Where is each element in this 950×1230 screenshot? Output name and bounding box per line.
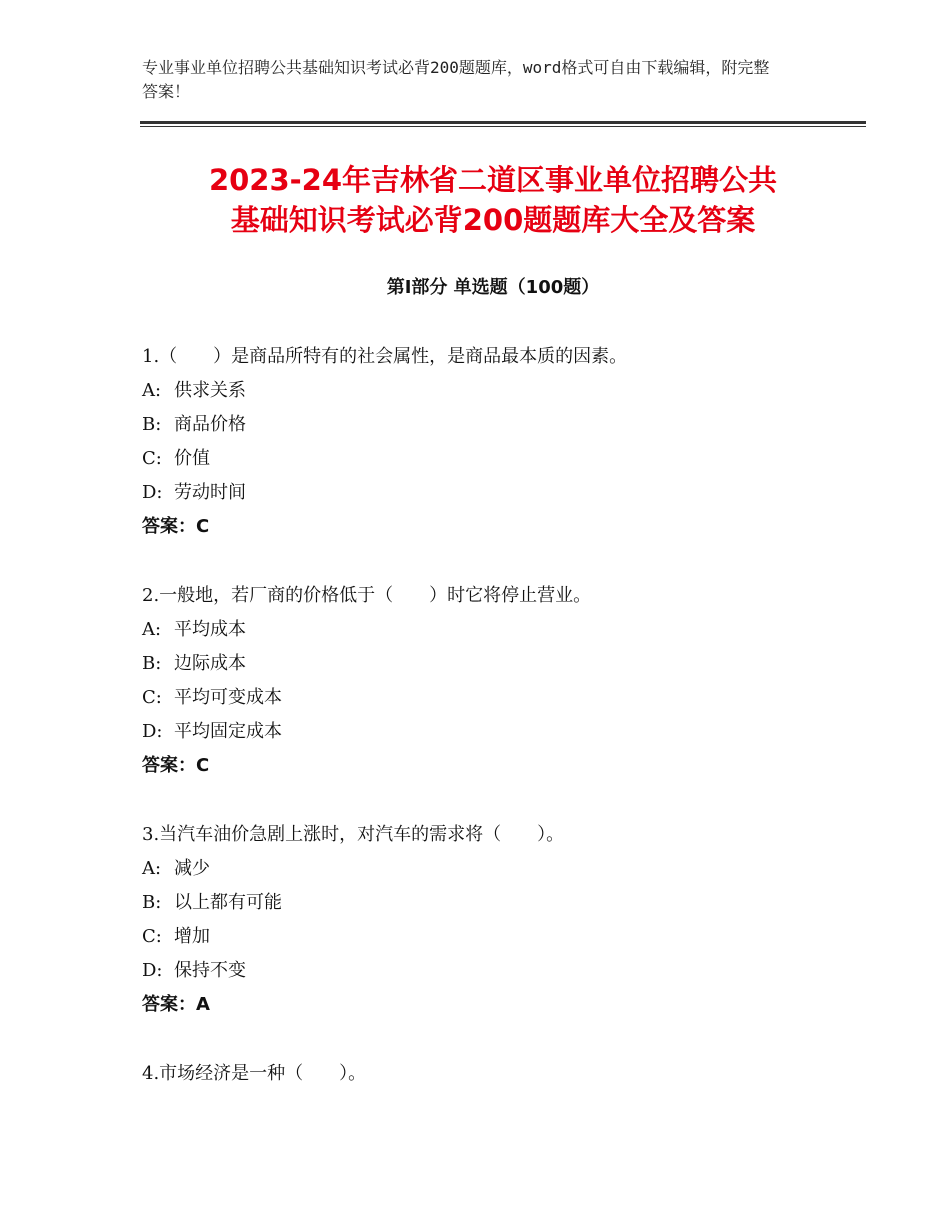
answer-value: C xyxy=(196,755,210,776)
answer-label: 答案： xyxy=(142,516,196,537)
question-4 xyxy=(142,1057,862,1091)
option-letter: D: xyxy=(142,721,163,742)
option-letter: A: xyxy=(142,380,162,401)
question-stem: 4.市场经济是一种（ ）。 xyxy=(142,1063,367,1084)
option-d xyxy=(142,476,862,510)
option-letter: C: xyxy=(142,448,162,469)
option-letter: C: xyxy=(142,687,162,708)
option-text: 商品价格 xyxy=(174,414,246,435)
option-letter: B: xyxy=(142,892,162,913)
option-letter: B: xyxy=(142,653,162,674)
question-stem: 2.一般地，若厂商的价格低于（ ）时它将停止营业。 xyxy=(142,585,592,606)
option-letter: D: xyxy=(142,482,163,503)
title-line-2: 基础知识考试必背200题题库大全及答案 xyxy=(230,203,756,237)
option-b xyxy=(142,408,862,442)
option-a xyxy=(142,852,862,886)
option-text: 增加 xyxy=(174,926,210,947)
question-1 xyxy=(142,340,862,544)
option-text: 边际成本 xyxy=(174,653,246,674)
option-letter: A: xyxy=(142,858,162,879)
title-line-1: 2023-24年吉林省二道区事业单位招聘公共 xyxy=(208,163,778,197)
answer-label: 答案： xyxy=(142,755,196,776)
answer-label: 答案： xyxy=(142,994,196,1015)
option-c xyxy=(142,681,862,715)
option-text: 以上都有可能 xyxy=(174,892,282,913)
option-text: 平均可变成本 xyxy=(174,687,282,708)
option-d xyxy=(142,954,862,988)
option-text: 供求关系 xyxy=(174,380,246,401)
option-text: 价值 xyxy=(174,448,210,469)
option-letter: D: xyxy=(142,960,163,981)
option-c xyxy=(142,920,862,954)
option-text: 保持不变 xyxy=(174,960,246,981)
option-b xyxy=(142,886,862,920)
answer-line xyxy=(142,510,862,544)
document-title xyxy=(120,160,866,240)
option-text: 劳动时间 xyxy=(174,482,246,503)
question-stem: 3.当汽车油价急剧上涨时，对汽车的需求将（ ）。 xyxy=(142,824,565,845)
header-rule xyxy=(140,121,866,124)
question-3 xyxy=(142,818,862,1022)
option-b xyxy=(142,647,862,681)
answer-value: C xyxy=(196,516,210,537)
answer-value: A xyxy=(196,994,210,1015)
option-c xyxy=(142,442,862,476)
option-letter: B: xyxy=(142,414,162,435)
option-letter: A: xyxy=(142,619,162,640)
section-title: 第Ⅰ部分 单选题（100题） xyxy=(386,277,600,298)
answer-line xyxy=(142,988,862,1022)
option-text: 平均成本 xyxy=(174,619,246,640)
header-note: 专业事业单位招聘公共基础知识考试必背200题题库，word格式可自由下载编辑，附完整答案！ xyxy=(142,58,770,101)
option-text: 平均固定成本 xyxy=(174,721,282,742)
option-text: 减少 xyxy=(174,858,210,879)
option-d xyxy=(142,715,862,749)
answer-line xyxy=(142,749,862,783)
question-2 xyxy=(142,579,862,783)
question-stem: 1.（ ）是商品所特有的社会属性，是商品最本质的因素。 xyxy=(142,346,628,367)
option-a xyxy=(142,374,862,408)
option-a xyxy=(142,613,862,647)
header-rule-thin xyxy=(140,126,866,127)
option-letter: C: xyxy=(142,926,162,947)
